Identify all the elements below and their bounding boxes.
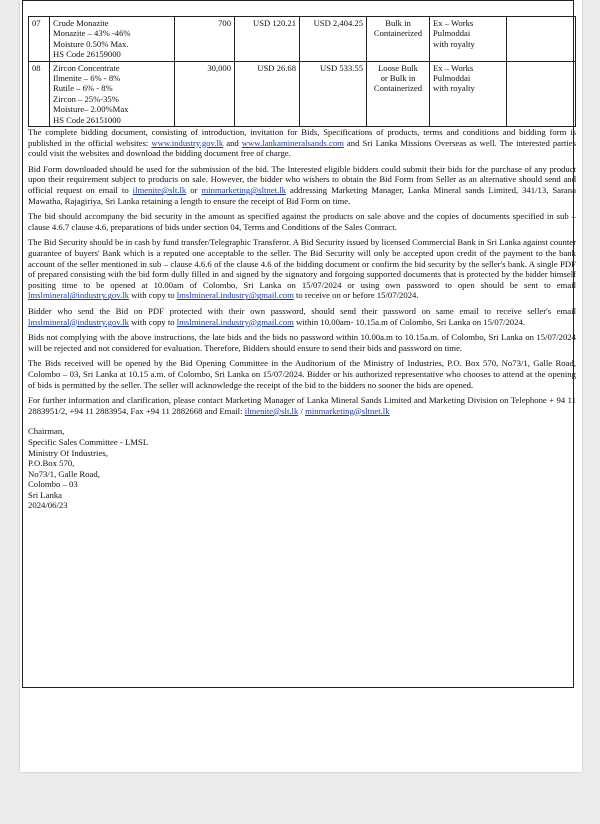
para-bid-opening: The Bids received will be opened by the Bid Opening Committee in the Auditorium of the Ministry of Industries, P.O. Box 570, No73/1, Galle Road, Colombo – 03, Sri Lanka at 10.15 a.m. of Colombo, Sri Lanka on 15/07/2024. Bidder or his authorized representative who chooses to attend at the opening of bids is permitted by the seller. The seller will acknowledge the receipt of the bid to the bidders no sooner the bids are opened. <box>28 358 576 390</box>
quantity-cell: 30,000 <box>175 61 235 126</box>
product-row <box>29 17 576 62</box>
signature-line: Colombo – 03 <box>28 479 78 490</box>
unit-price-cell: USD 120.21 <box>235 17 300 62</box>
packing-cell-line: or Bulk in <box>380 73 416 84</box>
ilmenite-email-link[interactable]: ilmenite@slt.lk <box>132 185 187 196</box>
para-late-bids: Bids not complying with the above instructions, the late bids and the bids no password within 10.00a.m to 10.15a.m. of Colombo, Sri Lanka on 15/07/2024 will be rejected and not considered for evaluation. Therefore, Bidders should ensure to send their bids and password on time. <box>28 332 576 353</box>
para-bid-form: Bid Form downloaded should be used for the submission of the bid. The Interested eligible bidders could submit their bids for the purchase of any product upon their requirement subject to products on sale. However, the bidder who wishers to obtain the Bid Form from Seller as an alternative should send and official request on email to ilmenite@slt.lk or minmarketing@sltnet.lk addressing Marketing Manager, Lanka Mineral sands Limited, 341/13, Sarana Mawatha, Rajagiriya, Sri Lanka retaining a length to ensure the receipt of Bid Form on time. <box>28 163 576 206</box>
lmsl-gmail-link[interactable]: lmslmineral.industry@gmail.com <box>176 290 294 301</box>
minmarketing-email-link-2[interactable]: minmarketing@sltnet.lk <box>305 405 390 416</box>
description-cell-line: HS Code 26151000 <box>53 114 121 125</box>
signature-line: Chairman, <box>28 426 65 437</box>
product-row <box>29 61 576 126</box>
description-cell-line: Crude Monazite <box>53 18 109 28</box>
signature-date: 2024/06/23 <box>28 500 68 511</box>
packing-cell-line: Containerized <box>373 28 423 39</box>
description-cell-line: Rutile – 6% - 8% <box>53 83 113 94</box>
para-bid-security-docs: The bid should accompany the bid security in the amount as specified against the products on sale above and the copies of documents specified in sub – clause 4.6.7 clause 4.6, preparations of bids under section 04, Terms and Conditions of the Sales Contract. <box>28 211 576 232</box>
para-bidding-document: The complete bidding document, consisting of introduction, invitation for Bids, Specifications of products, terms and conditions and bidding form is published in the official websites: www.industry.gov.lk and www.lankamineralsands.com and Sri Lanka Missions Overseas as well. The interested parties could visit the websites and download the bidding document free of charge. <box>28 127 576 159</box>
description-cell-line: HS Code 26159000 <box>53 49 121 60</box>
document-page <box>20 0 582 772</box>
total-cell: USD 2,404.25 <box>300 17 367 62</box>
packing-cell <box>367 17 430 62</box>
description-cell <box>50 61 175 126</box>
signature-block <box>28 426 575 511</box>
lmsl-industry-email-link[interactable]: lmslmineral@industry.gov.lk <box>28 290 129 301</box>
terms-cell-line: with royalty <box>433 38 475 49</box>
lmsl-industry-email-link-2[interactable]: lmslmineral@industry.gov.lk <box>28 316 129 327</box>
description-cell-line: Zircon Concentrate <box>53 62 120 73</box>
lmsl-gmail-link-2[interactable]: lmslmineral.industry@gmail.com <box>176 316 294 327</box>
products-table <box>28 16 576 127</box>
terms-cell-line: Ex – Works <box>433 18 474 28</box>
unit-price-cell: USD 26.68 <box>235 61 300 126</box>
terms-cell <box>430 17 507 62</box>
signature-line: No73/1, Galle Road, <box>28 468 100 479</box>
description-cell <box>50 17 175 62</box>
para-password: Bidder who send the Bid on PDF protected with their own password, should send their password on same email to receive seller's email lmslmineral@industry.gov.lk with copy to lmslmineral.industry@gmail.com within 10.00am- 10.15a.m of Colombo, Sri Lanka on 15/07/2024. <box>28 305 576 327</box>
packing-cell-line: Containerized <box>373 83 423 94</box>
terms-cell-line: Pulmoddai <box>433 73 471 84</box>
description-cell-line: Moisture– 2.00%Max <box>53 104 129 115</box>
terms-cell <box>430 61 507 126</box>
item-number-cell: 08 <box>29 61 50 126</box>
para-contact: For further information and clarification, please contact Marketing Manager of Lanka Mineral Sands Limited and Marketing Division on Telephone + 94 11 2883951/2, +94 11 2883954, Fax +94 11 2882668 and Email: ilmenite@slt.lk / minmarketing@sltnet.lk <box>28 395 576 416</box>
para-bid-security: The Bid Security should be in cash by fund transfer/Telegraphic Transferor. A Bid Security issued by licensed Commercial Bank in Sri Lanka against counter guarantee of buyers' Bank which is a reputed one acceptable to the seller. The Bid Security will only be accepted upon credit of the payment to the bank account of the seller mentioned in sub – clause 4.6.6 of the clause 4.6 of the bidding document or confirm the bid security by the seller's bank. A single PDF of prepared consisting with the bid form dully filled in and signed by the signatory and forgoing supported documents that is protected by the bidder himself positing time to be opened at 10.00am of Colombo, Sri Lanka on 15/07/2024 or using own password to open should be sent to email lmslmineral@industry.gov.lk with copy to lmslmineral.industry@gmail.com to receive on or before 15/07/2024. <box>28 237 576 301</box>
packing-cell <box>367 61 430 126</box>
signature-line: Specific Sales Committee - LMSL <box>28 436 149 447</box>
description-cell-line: Zircon – 25%-35% <box>53 93 119 104</box>
signature-line: P.O.Box 570, <box>28 458 75 469</box>
terms-cell-line: with royalty <box>433 83 475 94</box>
document-content <box>25 16 575 511</box>
empty-cell <box>507 61 576 126</box>
signature-line: Ministry Of Industries, <box>28 447 108 458</box>
minmarketing-email-link[interactable]: minmarketing@sltnet.lk <box>201 185 286 196</box>
terms-cell-line: Ex – Works <box>433 62 474 73</box>
notice-body <box>28 127 576 416</box>
quantity-cell: 700 <box>175 17 235 62</box>
ilmenite-email-link-2[interactable]: ilmenite@slt.lk <box>244 405 299 416</box>
empty-cell <box>507 17 576 62</box>
signature-line: Sri Lanka <box>28 489 63 500</box>
description-cell-line: Moisture 0.50% Max. <box>53 38 129 49</box>
lms-website-link[interactable]: www.lankamineralsands.com <box>241 137 344 148</box>
item-number-cell: 07 <box>29 17 50 62</box>
description-cell-line: Ilmenite – 6% - 8% <box>53 73 121 84</box>
terms-cell-line: Pulmoddai <box>433 28 471 39</box>
industry-website-link[interactable]: www.industry.gov.lk <box>151 137 224 148</box>
packing-cell-line: Bulk in <box>385 18 411 28</box>
total-cell: USD 533.55 <box>300 61 367 126</box>
description-cell-line: Monazite – 43% -46% <box>53 28 131 39</box>
packing-cell-line: Loose Bulk <box>378 62 418 73</box>
